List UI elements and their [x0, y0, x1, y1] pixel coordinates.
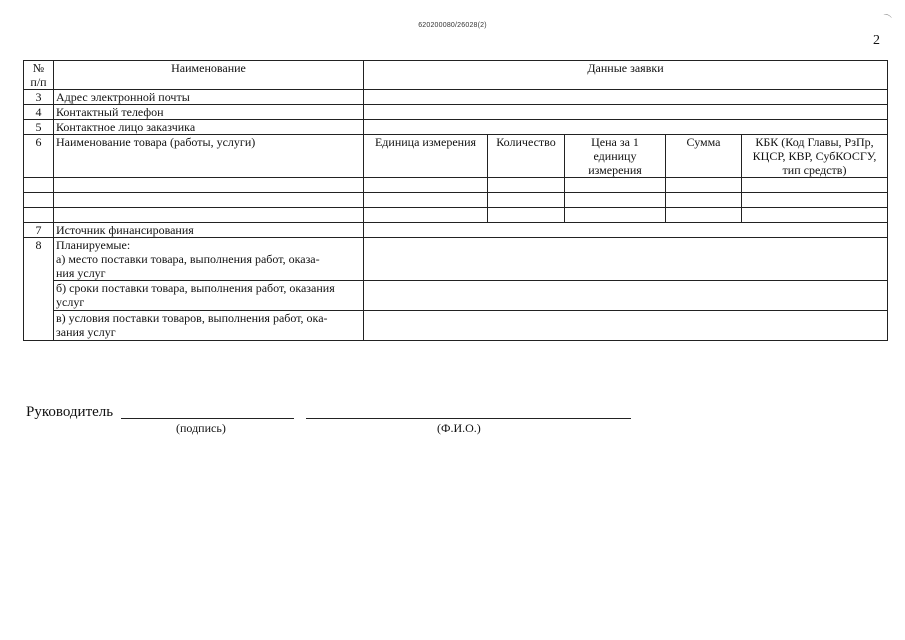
goods-name-cell[interactable] [54, 178, 364, 193]
goods-unit-cell[interactable] [364, 178, 488, 193]
planned-place-label: а) место поставки товара, выполнения работ, оказа- ния услуг [56, 252, 320, 280]
planned-place-value-cell[interactable] [364, 238, 888, 281]
goods-price-cell[interactable] [565, 208, 666, 223]
goods-quantity-cell[interactable] [488, 208, 565, 223]
row-number: 7 [24, 223, 54, 238]
goods-blank-row [24, 178, 888, 193]
table-row [24, 120, 888, 135]
email-value-cell[interactable] [364, 90, 888, 105]
planned-title: Планируемые: [56, 238, 131, 252]
goods-unit-cell[interactable] [364, 208, 488, 223]
header-number: № п/п [24, 61, 54, 90]
row-number: 6 [24, 135, 54, 178]
row-label-contact: Контактное лицо заказчика [54, 120, 364, 135]
financing-value-cell[interactable] [364, 223, 888, 238]
table-header-row [24, 61, 888, 90]
goods-quantity-cell[interactable] [488, 193, 565, 208]
goods-price-cell[interactable] [565, 193, 666, 208]
signature-caption: (подпись) [176, 421, 226, 435]
goods-kbk-cell[interactable] [742, 208, 888, 223]
signature-label: Руководитель [26, 404, 114, 420]
col-header-quantity: Количество [488, 135, 565, 178]
table-row [24, 90, 888, 105]
row-label-phone: Контактный телефон [54, 105, 364, 120]
col-header-price: Цена за 1 единицу измерения [565, 135, 666, 178]
row-number: 5 [24, 120, 54, 135]
contact-value-cell[interactable] [364, 120, 888, 135]
planned-terms-label: б) сроки поставки товара, выполнения работ, оказания услуг [54, 281, 364, 311]
blank-cell [24, 208, 54, 223]
goods-quantity-cell[interactable] [488, 178, 565, 193]
row-label-planned-place [54, 238, 364, 281]
goods-price-cell[interactable] [565, 178, 666, 193]
row-label-email: Адрес электронной почты [54, 90, 364, 105]
table-row [24, 223, 888, 238]
full-name-line[interactable] [306, 418, 631, 419]
document-code: 620200080/26028(2) [418, 22, 487, 29]
signature-line[interactable] [121, 418, 294, 419]
goods-name-cell[interactable] [54, 208, 364, 223]
row-number: 4 [24, 105, 54, 120]
planned-conditions-label: в) условия поставки товаров, выполнения работ, ока- зания услуг [54, 311, 364, 341]
row-label-financing: Источник финансирования [54, 223, 364, 238]
goods-kbk-cell[interactable] [742, 193, 888, 208]
planned-conditions-value-cell[interactable] [364, 311, 888, 341]
goods-blank-row [24, 193, 888, 208]
request-form-table [23, 60, 888, 341]
goods-sum-cell[interactable] [666, 178, 742, 193]
header-name: Наименование [54, 61, 364, 90]
col-header-unit: Единица измерения [364, 135, 488, 178]
scan-mark: ⌒ [880, 12, 893, 26]
goods-blank-row [24, 208, 888, 223]
table-row [24, 238, 888, 281]
blank-cell [24, 193, 54, 208]
blank-cell [24, 178, 54, 193]
col-header-kbk: КБК (Код Главы, РзПр, КЦСР, КВР, СубКОСГУ, тип средств) [742, 135, 888, 178]
row-label-goods: Наименование товара (работы, услуги) [54, 135, 364, 178]
goods-unit-cell[interactable] [364, 193, 488, 208]
phone-value-cell[interactable] [364, 105, 888, 120]
row-number: 8 [24, 238, 54, 341]
page-number: 2 [873, 33, 880, 48]
table-row [24, 311, 888, 341]
table-row [24, 135, 888, 178]
header-request-data: Данные заявки [364, 61, 888, 90]
goods-sum-cell[interactable] [666, 193, 742, 208]
full-name-caption: (Ф.И.О.) [437, 421, 481, 435]
table-row [24, 105, 888, 120]
table-row [24, 281, 888, 311]
goods-sum-cell[interactable] [666, 208, 742, 223]
goods-kbk-cell[interactable] [742, 178, 888, 193]
planned-terms-value-cell[interactable] [364, 281, 888, 311]
col-header-sum: Сумма [666, 135, 742, 178]
goods-name-cell[interactable] [54, 193, 364, 208]
row-number: 3 [24, 90, 54, 105]
